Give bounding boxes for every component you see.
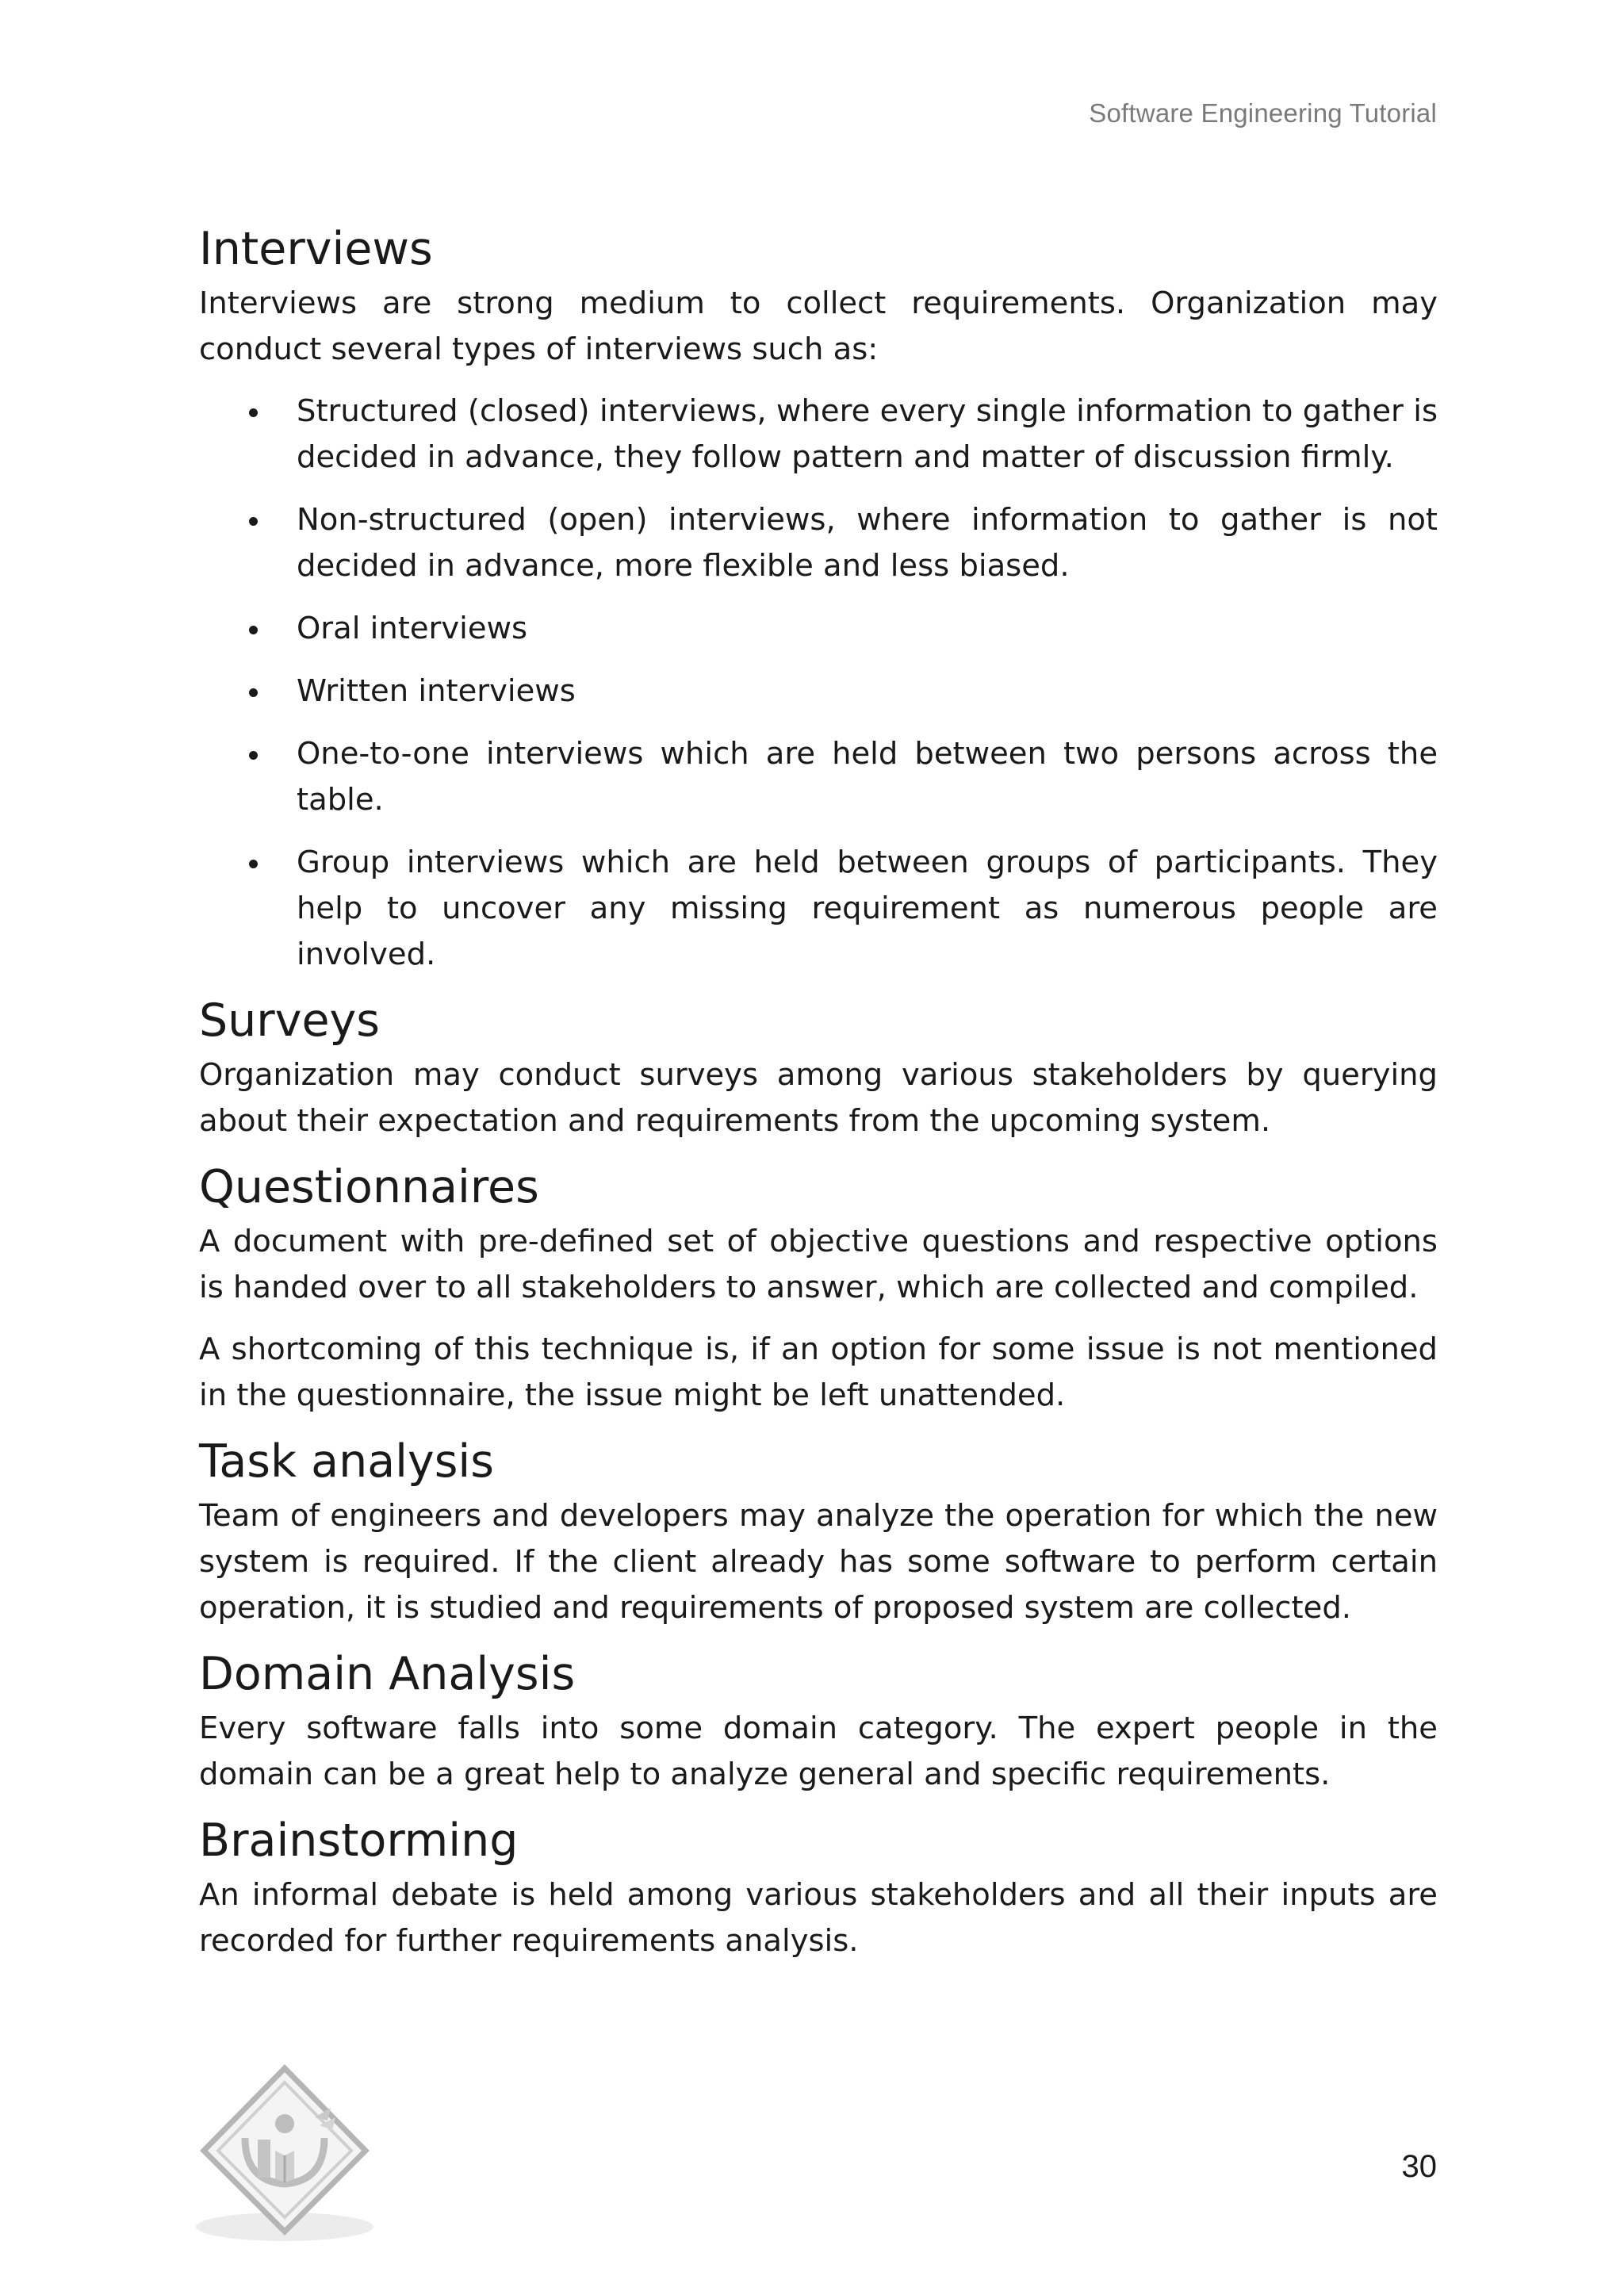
bullet-item bbox=[199, 669, 1438, 715]
section-title: Surveys bbox=[199, 994, 380, 1047]
bullet-list bbox=[199, 389, 1438, 978]
section-task-analysis bbox=[199, 1433, 1438, 1631]
bullet-icon bbox=[249, 860, 258, 868]
section-title: Domain Analysis bbox=[199, 1648, 576, 1700]
running-header: Software Engineering Tutorial bbox=[1089, 98, 1437, 128]
bullet-icon bbox=[249, 517, 258, 526]
paragraph: Organization may conduct surveys among various stakeholders by querying about their expectation and requirements from the upcoming system. bbox=[199, 1057, 1438, 1139]
section-brainstorming bbox=[199, 1812, 1438, 1964]
bullet-icon bbox=[249, 408, 258, 417]
paragraph: A document with pre-defined set of objective questions and respective options is handed over to all stakeholders to answer, which are collected and compiled. bbox=[199, 1224, 1438, 1305]
bullet-item bbox=[199, 606, 1438, 652]
page-content bbox=[199, 220, 1438, 1964]
paragraph: A shortcoming of this technique is, if an option for some issue is not mentioned in the questionnaire, the issue might be left unattended. bbox=[199, 1331, 1438, 1413]
section-title: Task analysis bbox=[199, 1435, 494, 1488]
page-number: 30 bbox=[1401, 2149, 1437, 2184]
bullet-item bbox=[199, 497, 1438, 589]
tutorialspoint-logo-icon bbox=[196, 2062, 386, 2244]
section-questionnaires bbox=[199, 1159, 1438, 1419]
bullet-icon bbox=[249, 626, 258, 634]
bullet-text: Group interviews which are held between groups of participants. They help to uncover any missing requirement as numerous people are involved. bbox=[297, 845, 1438, 972]
paragraph: Team of engineers and developers may analyze the operation for which the new system is required. If the client already has some software to perform certain operation, it is studied and requirements of proposed system are collected. bbox=[199, 1498, 1438, 1626]
section-surveys bbox=[199, 992, 1438, 1144]
section-title: Questionnaires bbox=[199, 1161, 539, 1213]
bullet-item bbox=[199, 731, 1438, 823]
bullet-text: One-to-one interviews which are held between two persons across the table. bbox=[297, 736, 1438, 818]
bullet-item bbox=[199, 840, 1438, 978]
paragraph: An informal debate is held among various stakeholders and all their inputs are recorded for further requirements analysis. bbox=[199, 1877, 1438, 1959]
section-title: Interviews bbox=[199, 223, 433, 275]
bullet-text: Structured (closed) interviews, where every single information to gather is decided in advance, they follow pattern and matter of discussion firmly. bbox=[297, 393, 1438, 475]
bullet-text: Written interviews bbox=[297, 673, 576, 709]
bullet-icon bbox=[249, 688, 258, 697]
bullet-text: Oral interviews bbox=[297, 611, 528, 646]
section-title: Brainstorming bbox=[199, 1814, 519, 1867]
bullet-item bbox=[199, 389, 1438, 481]
bullet-text: Non-structured (open) interviews, where information to gather is not decided in advance, more flexible and less biased. bbox=[297, 502, 1438, 584]
paragraph: Interviews are strong medium to collect requirements. Organization may conduct several types of interviews such as: bbox=[199, 285, 1438, 367]
section-interviews bbox=[199, 220, 1438, 978]
paragraph: Every software falls into some domain category. The expert people in the domain can be a great help to analyze general and specific requirements. bbox=[199, 1711, 1438, 1792]
bullet-icon bbox=[249, 751, 258, 760]
section-domain-analysis bbox=[199, 1646, 1438, 1798]
